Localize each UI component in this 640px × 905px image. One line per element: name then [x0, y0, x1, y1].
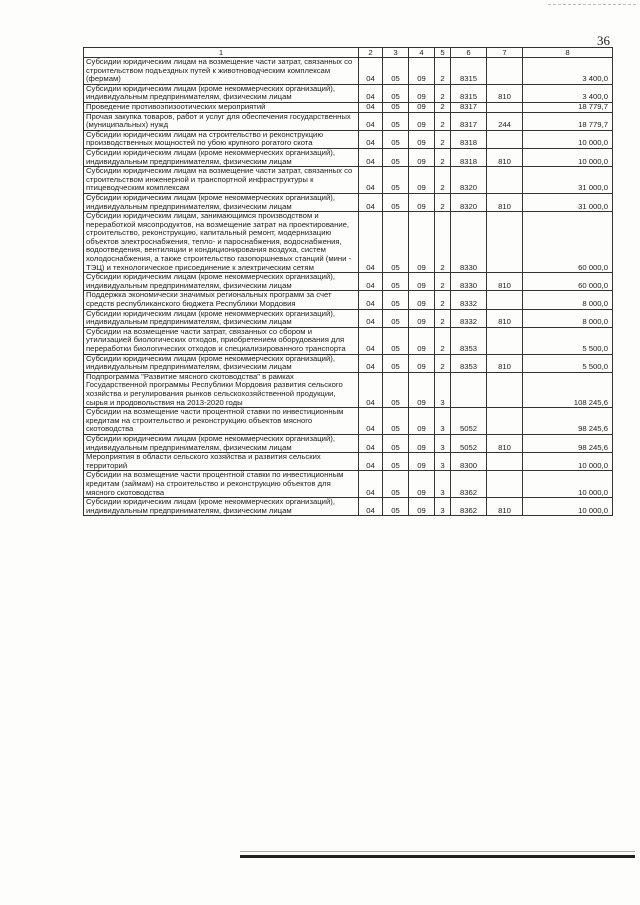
amount-cell: 31 000,0 [523, 167, 613, 194]
subprogram-code-cell: 3 [435, 453, 451, 471]
amount-cell: 8 000,0 [523, 291, 613, 309]
subprogram-code-cell: 3 [435, 434, 451, 452]
column-header: 4 [409, 48, 435, 58]
section-code-cell: 04 [359, 112, 383, 130]
amount-cell: 10 000,0 [523, 453, 613, 471]
row-name-cell: Проведение противоэпизоотических мероприятий [84, 102, 359, 112]
table-row [84, 453, 613, 471]
table-row [84, 372, 613, 407]
section-code-cell: 04 [359, 372, 383, 407]
subsection-code-cell: 05 [383, 148, 409, 166]
section-code-cell: 04 [359, 408, 383, 435]
subsection-code-cell: 05 [383, 408, 409, 435]
subsection-code-cell: 05 [383, 434, 409, 452]
scan-bottom-line-faint [240, 851, 635, 852]
table-row [84, 434, 613, 452]
expense-type-cell: 810 [487, 84, 523, 102]
subsection-code-cell: 05 [383, 212, 409, 273]
subprogram-code-cell: 2 [435, 167, 451, 194]
expense-type-cell [487, 102, 523, 112]
amount-cell: 3 400,0 [523, 58, 613, 85]
section-code-cell: 04 [359, 471, 383, 498]
program-code-cell: 09 [409, 434, 435, 452]
program-code-cell: 09 [409, 58, 435, 85]
subprogram-code-cell: 2 [435, 309, 451, 327]
expense-type-cell [487, 372, 523, 407]
expense-type-cell [487, 453, 523, 471]
item-code-cell: 8315 [451, 58, 487, 85]
program-code-cell: 09 [409, 148, 435, 166]
table-row [84, 130, 613, 148]
row-name-cell: Субсидии юридическим лицам на строительство и реконструкцию производственных мощностей по убою крупного рогатого скота [84, 130, 359, 148]
program-code-cell: 09 [409, 372, 435, 407]
expense-type-cell [487, 471, 523, 498]
expense-type-cell: 810 [487, 354, 523, 372]
item-code-cell [451, 372, 487, 407]
subprogram-code-cell: 2 [435, 327, 451, 354]
expense-type-cell: 810 [487, 309, 523, 327]
program-code-cell: 09 [409, 408, 435, 435]
expense-type-cell: 810 [487, 273, 523, 291]
row-name-cell: Прочая закупка товаров, работ и услуг для обеспечения государственных (муниципальных) нужд [84, 112, 359, 130]
table-body [84, 58, 613, 516]
row-name-cell: Поддержка экономически значимых региональных программ за счет средств республиканского бюджета Республики Мордовия [84, 291, 359, 309]
row-name-cell: Субсидии юридическим лицам (кроме некоммерческих организаций), индивидуальным предпринимателям, физическим лицам [84, 273, 359, 291]
scan-top-line [548, 4, 636, 5]
amount-cell: 8 000,0 [523, 309, 613, 327]
expense-type-cell [487, 58, 523, 85]
expense-type-cell [487, 327, 523, 354]
item-code-cell: 8332 [451, 291, 487, 309]
section-code-cell: 04 [359, 354, 383, 372]
row-name-cell: Субсидии юридическим лицам, занимающимся производством и переработкой мясопродуктов, на возмещение затрат на проектирование, строительство, реконструкцию, капитальный ремонт, модернизацию объектов электроснабжения, тепло- и пароснабжения, водоснабжения, водоотведения, вентиляции и кондиционирования воздуха, систем холодоснабжения, а также строительство газопоршневых станций (мини - ТЭЦ) и технологическое присоединение к электрическим сетям [84, 212, 359, 273]
section-code-cell: 04 [359, 193, 383, 211]
row-name-cell: Субсидии юридическим лицам на возмещение части затрат, связанных со строительством инженерной и транспортной инфраструктуры к птицеводческим комплексам [84, 167, 359, 194]
table-row [84, 309, 613, 327]
subsection-code-cell: 05 [383, 273, 409, 291]
section-code-cell: 04 [359, 148, 383, 166]
subprogram-code-cell: 3 [435, 408, 451, 435]
item-code-cell: 5052 [451, 408, 487, 435]
subsection-code-cell: 05 [383, 112, 409, 130]
program-code-cell: 09 [409, 309, 435, 327]
subprogram-code-cell: 2 [435, 291, 451, 309]
amount-cell: 5 500,0 [523, 327, 613, 354]
table-row [84, 212, 613, 273]
amount-cell: 31 000,0 [523, 193, 613, 211]
item-code-cell: 8353 [451, 327, 487, 354]
section-code-cell: 04 [359, 58, 383, 85]
section-code-cell: 04 [359, 498, 383, 516]
item-code-cell: 8320 [451, 193, 487, 211]
subsection-code-cell: 05 [383, 372, 409, 407]
expense-type-cell: 810 [487, 498, 523, 516]
table-row [84, 273, 613, 291]
row-name-cell: Субсидии юридическим лицам (кроме некоммерческих организаций), индивидуальным предпринимателям, физическим лицам [84, 354, 359, 372]
table-row [84, 354, 613, 372]
subsection-code-cell: 05 [383, 193, 409, 211]
amount-cell: 98 245,6 [523, 408, 613, 435]
subsection-code-cell: 05 [383, 498, 409, 516]
section-code-cell: 04 [359, 167, 383, 194]
table-row [84, 148, 613, 166]
subsection-code-cell: 05 [383, 453, 409, 471]
row-name-cell: Субсидии юридическим лицам на возмещение части затрат, связанных со строительством подъездных путей к животноводческим комплексам (фермам) [84, 58, 359, 85]
column-header: 6 [451, 48, 487, 58]
section-code-cell: 04 [359, 102, 383, 112]
program-code-cell: 09 [409, 130, 435, 148]
amount-cell: 10 000,0 [523, 498, 613, 516]
table-row [84, 193, 613, 211]
program-code-cell: 09 [409, 112, 435, 130]
expense-type-cell [487, 408, 523, 435]
subprogram-code-cell: 2 [435, 130, 451, 148]
scan-bottom-line [240, 855, 635, 858]
subprogram-code-cell: 2 [435, 354, 451, 372]
row-name-cell: Субсидии юридическим лицам (кроме некоммерческих организаций), индивидуальным предпринимателям, физическим лицам [84, 148, 359, 166]
program-code-cell: 09 [409, 167, 435, 194]
subsection-code-cell: 05 [383, 309, 409, 327]
amount-cell: 18 779,7 [523, 112, 613, 130]
subprogram-code-cell: 2 [435, 273, 451, 291]
section-code-cell: 04 [359, 273, 383, 291]
expense-type-cell: 810 [487, 434, 523, 452]
item-code-cell: 8332 [451, 309, 487, 327]
program-code-cell: 09 [409, 327, 435, 354]
expense-type-cell: 810 [487, 148, 523, 166]
column-header: 3 [383, 48, 409, 58]
row-name-cell: Субсидии юридическим лицам (кроме некоммерческих организаций), индивидуальным предпринимателям, физическим лицам [84, 84, 359, 102]
subsection-code-cell: 05 [383, 58, 409, 85]
item-code-cell: 8330 [451, 273, 487, 291]
item-code-cell: 8318 [451, 148, 487, 166]
subsection-code-cell: 05 [383, 354, 409, 372]
program-code-cell: 09 [409, 354, 435, 372]
expense-type-cell [487, 167, 523, 194]
subprogram-code-cell: 2 [435, 58, 451, 85]
subprogram-code-cell: 2 [435, 84, 451, 102]
table-row [84, 58, 613, 85]
subprogram-code-cell: 3 [435, 372, 451, 407]
row-name-cell: Субсидии юридическим лицам (кроме некоммерческих организаций), индивидуальным предпринимателям, физическим лицам [84, 193, 359, 211]
program-code-cell: 09 [409, 471, 435, 498]
table-row [84, 84, 613, 102]
amount-cell: 3 400,0 [523, 84, 613, 102]
subprogram-code-cell: 2 [435, 148, 451, 166]
item-code-cell: 8353 [451, 354, 487, 372]
item-code-cell: 8300 [451, 453, 487, 471]
row-name-cell: Субсидии на возмещение части процентной ставки по инвестиционным кредитам (займам) на строительство и реконструкцию объектов для мясного скотоводства [84, 471, 359, 498]
program-code-cell: 09 [409, 84, 435, 102]
table-header-row [84, 48, 613, 58]
budget-table [83, 47, 613, 516]
table-row [84, 291, 613, 309]
section-code-cell: 04 [359, 434, 383, 452]
program-code-cell: 09 [409, 453, 435, 471]
program-code-cell: 09 [409, 273, 435, 291]
section-code-cell: 04 [359, 309, 383, 327]
item-code-cell: 8318 [451, 130, 487, 148]
subsection-code-cell: 05 [383, 130, 409, 148]
subprogram-code-cell: 3 [435, 471, 451, 498]
item-code-cell: 8320 [451, 167, 487, 194]
table-row [84, 471, 613, 498]
program-code-cell: 09 [409, 193, 435, 211]
amount-cell: 60 000,0 [523, 273, 613, 291]
expense-type-cell [487, 212, 523, 273]
section-code-cell: 04 [359, 291, 383, 309]
amount-cell: 10 000,0 [523, 471, 613, 498]
section-code-cell: 04 [359, 84, 383, 102]
table-row [84, 112, 613, 130]
amount-cell: 60 000,0 [523, 212, 613, 273]
program-code-cell: 09 [409, 102, 435, 112]
row-name-cell: Субсидии на возмещение части затрат, связанных со сбором и утилизацией биологических отходов, приобретением оборудования для переработки биологических отходов и специализированного транспорта [84, 327, 359, 354]
program-code-cell: 09 [409, 291, 435, 309]
amount-cell: 10 000,0 [523, 148, 613, 166]
subsection-code-cell: 05 [383, 291, 409, 309]
item-code-cell: 8362 [451, 498, 487, 516]
section-code-cell: 04 [359, 212, 383, 273]
table-row [84, 498, 613, 516]
table-row [84, 102, 613, 112]
item-code-cell: 8330 [451, 212, 487, 273]
item-code-cell: 5052 [451, 434, 487, 452]
column-header: 2 [359, 48, 383, 58]
row-name-cell: Субсидии юридическим лицам (кроме некоммерческих организаций), индивидуальным предпринимателям, физическим лицам [84, 434, 359, 452]
amount-cell: 18 779,7 [523, 102, 613, 112]
section-code-cell: 04 [359, 453, 383, 471]
column-header: 8 [523, 48, 613, 58]
table-row [84, 327, 613, 354]
expense-type-cell: 244 [487, 112, 523, 130]
table-row [84, 167, 613, 194]
amount-cell: 108 245,6 [523, 372, 613, 407]
item-code-cell: 8315 [451, 84, 487, 102]
section-code-cell: 04 [359, 327, 383, 354]
page-number: 36 [597, 33, 610, 48]
program-code-cell: 09 [409, 212, 435, 273]
subprogram-code-cell: 2 [435, 112, 451, 130]
item-code-cell: 8317 [451, 112, 487, 130]
item-code-cell: 8362 [451, 471, 487, 498]
subsection-code-cell: 05 [383, 167, 409, 194]
subprogram-code-cell: 2 [435, 102, 451, 112]
section-code-cell: 04 [359, 130, 383, 148]
program-code-cell: 09 [409, 498, 435, 516]
amount-cell: 5 500,0 [523, 354, 613, 372]
column-header: 1 [84, 48, 359, 58]
column-header: 5 [435, 48, 451, 58]
subsection-code-cell: 05 [383, 471, 409, 498]
subsection-code-cell: 05 [383, 84, 409, 102]
row-name-cell: Субсидии юридическим лицам (кроме некоммерческих организаций), индивидуальным предпринимателям, физическим лицам [84, 498, 359, 516]
expense-type-cell [487, 291, 523, 309]
expense-type-cell [487, 130, 523, 148]
subprogram-code-cell: 2 [435, 193, 451, 211]
expense-type-cell: 810 [487, 193, 523, 211]
table-row [84, 408, 613, 435]
subsection-code-cell: 05 [383, 102, 409, 112]
column-header: 7 [487, 48, 523, 58]
subsection-code-cell: 05 [383, 327, 409, 354]
row-name-cell: Субсидии на возмещение части процентной ставки по инвестиционным кредитам на строительство и реконструкцию объектов мясного скотоводства [84, 408, 359, 435]
amount-cell: 98 245,6 [523, 434, 613, 452]
item-code-cell: 8317 [451, 102, 487, 112]
row-name-cell: Субсидии юридическим лицам (кроме некоммерческих организаций), индивидуальным предпринимателям, физическим лицам [84, 309, 359, 327]
subprogram-code-cell: 3 [435, 498, 451, 516]
row-name-cell: Мероприятия в области сельского хозяйства и развития сельских территорий [84, 453, 359, 471]
subprogram-code-cell: 2 [435, 212, 451, 273]
row-name-cell: Подпрограмма "Развитие мясного скотоводства" в рамках Государственной программы Республики Мордовия развития сельского хозяйства и регулирования рынков сельскохозяйственной продукции, сырья и продовольствия на 2013-2020 годы [84, 372, 359, 407]
amount-cell: 10 000,0 [523, 130, 613, 148]
